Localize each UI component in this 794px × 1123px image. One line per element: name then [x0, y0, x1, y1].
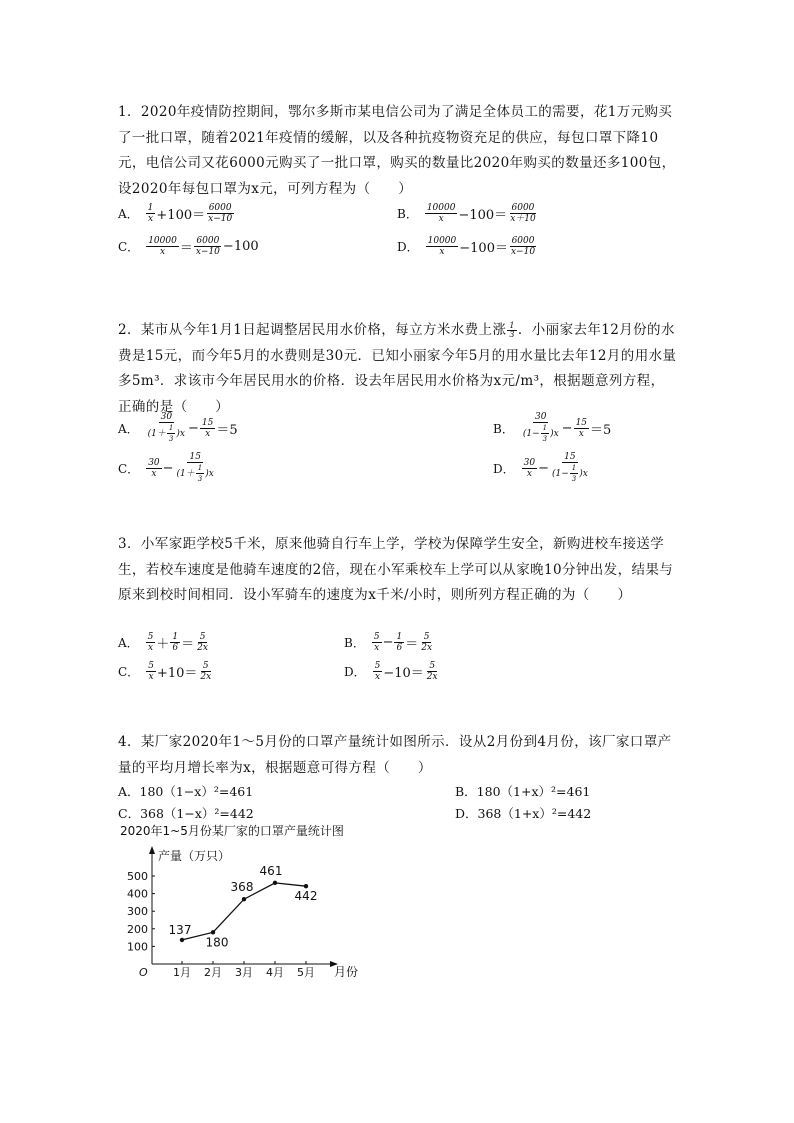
y-tick-label: 200	[127, 922, 148, 936]
y-tick-label: 300	[127, 905, 148, 919]
question-2-stem-b: ．小丽家去年12月份的水费是15元，而今年5月的水费则是30元．已知小丽家今年5月的用水量比去年12月的用水量多5m³．求该市今年居民用水的价格．设去年居民用水价格为x元/m³，根据题意列方程，正确的是（ ）	[118, 322, 677, 415]
q2-option-a: A． 30 (1＋ $\frac{1}{3}$ )x − $\frac{15}{x}$ ＝5	[118, 412, 238, 443]
y-tick-label: 500	[127, 870, 148, 883]
production-line-chart	[110, 822, 370, 982]
x-tick-label: 2月	[204, 966, 222, 979]
q4-option-d: D．368（1+x）²=442	[455, 806, 592, 821]
q1-option-a: A． 1 x +100＝ 6000 x−10	[118, 203, 233, 224]
q1-option-b: B． 10000 x −100＝ 6000 x＋10	[397, 203, 536, 224]
data-label: 442	[294, 889, 318, 904]
data-point	[211, 930, 215, 934]
data-point	[242, 897, 246, 901]
data-label: 137	[168, 922, 192, 937]
q2-option-b: B． 30 (1− $\frac{1}{3}$ )x − $\frac{15}{x}$ ＝5	[493, 412, 612, 443]
question-1	[118, 100, 678, 202]
q1-option-c: C． 10000 x ＝ 6000 x−10 −100	[118, 236, 259, 257]
data-label: 180	[205, 935, 229, 950]
data-point	[180, 938, 184, 942]
origin-label: O	[139, 966, 148, 979]
question-4	[118, 730, 678, 781]
x-axis-label: 月份	[334, 965, 359, 979]
y-tick-label: 400	[127, 887, 148, 901]
question-2-stem-a: 2．某市从今年1月1日起调整居民用水价格，每立方米水费上涨	[118, 322, 507, 338]
y-axis-label: 产量（万只）	[158, 849, 231, 863]
question-2-fraction: $\frac{1}{3}$	[509, 321, 515, 339]
x-tick-label: 1月	[173, 966, 191, 979]
q4-option-b: B．180（1+x）²=461	[455, 784, 591, 799]
q4-option-c: C．368（1−x）²=442	[118, 806, 254, 821]
chart-title: 2020年1~5月份某厂家的口罩产量统计图	[120, 824, 344, 838]
q3-option-c: C． 5 x +10＝ 5 2x	[118, 661, 212, 682]
question-2	[118, 318, 678, 420]
y-tick-label: 100	[127, 940, 148, 954]
question-1-stem: 1．2020年疫情防控期间，鄂尔多斯市某电信公司为了满足全体员工的需要，花1万元购买了一批口罩，随着2021年疫情的缓解，以及各种抗疫物资充足的供应，每包口罩下降10元，电信公司又花6000元购买了一批口罩，购买的数量比2020年购买的数量还多100包，设2020年每包口罩为x元，可列方程为（ ）	[118, 104, 676, 197]
data-label: 368	[230, 880, 254, 895]
data-point	[273, 881, 277, 885]
question-3-stem: 3．小军家距学校5千米，原来他骑自行车上学，学校为保障学生安全，新购进校车接送学生，若校车速度是他骑车速度的2倍，现在小军乘校车上学可以从家晚10分钟出发，结果与原来到校时间相同．设小军骑车的速度为x千米/小时，则所列方程正确的为（ ）	[118, 536, 674, 604]
y-axis-arrow	[149, 846, 155, 854]
x-tick-label: 3月	[235, 966, 253, 979]
x-tick-label: 4月	[266, 966, 284, 979]
q2-option-c: C． 30 x − 15 (1＋ $\frac{1}{3}$ )x	[118, 452, 214, 483]
q2-option-d: D． 30 x − 15 (1− $\frac{1}{3}$ )x	[493, 452, 588, 483]
question-4-stem: 4．某厂家2020年1～5月份的口罩产量统计如图所示．设从2月份到4月份，该厂家口罩产量的平均月增长率为x，根据题意可得方程（ ）	[118, 734, 672, 776]
q3-option-d: D． 5 x −10＝ 5 2x	[344, 661, 438, 682]
data-label: 461	[259, 863, 283, 878]
x-tick-label: 5月	[297, 966, 315, 979]
q1-option-d: D． 10000 x −100＝ 6000 x−10	[397, 236, 536, 257]
question-3	[118, 532, 678, 609]
q3-option-a: A． 5 x ＋ 1 6 ＝ 5 2x	[118, 632, 208, 653]
q3-option-b: B． 5 x − $\frac{1}{6}$ ＝ 5 2x	[344, 632, 433, 653]
q4-option-a: A．180（1−x）²=461	[118, 784, 254, 799]
data-point	[304, 884, 308, 888]
